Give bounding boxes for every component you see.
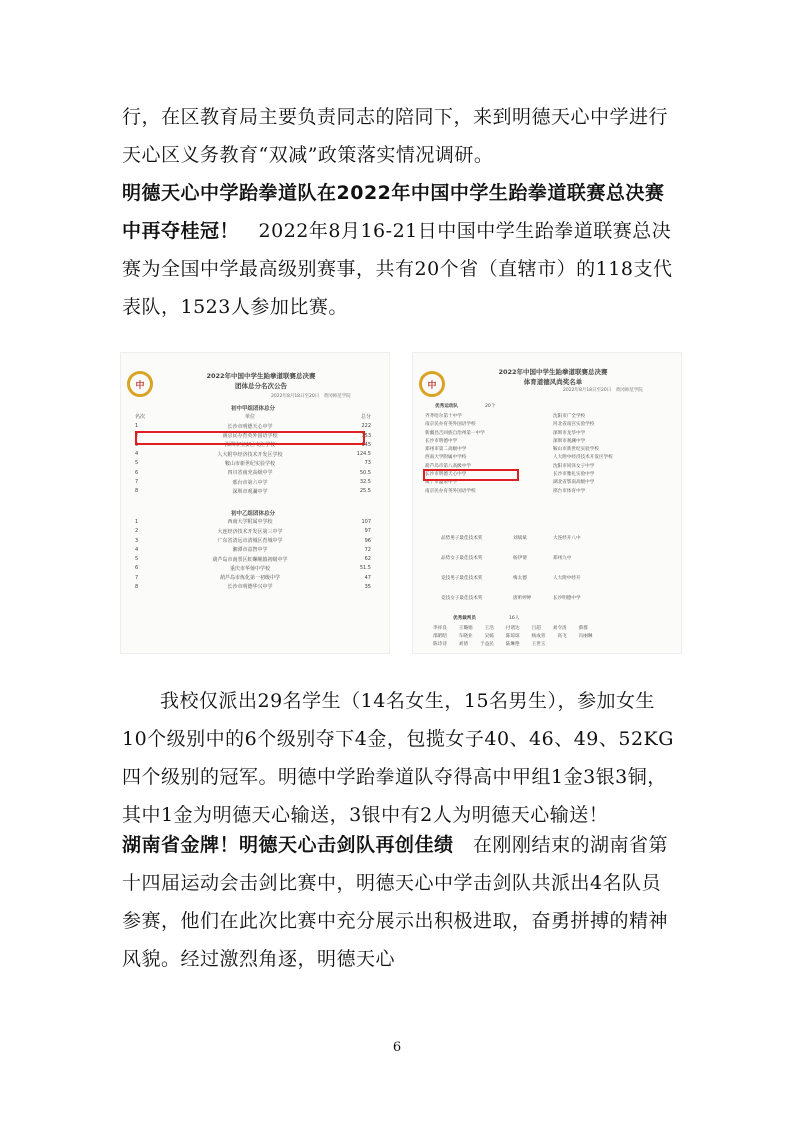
text-line: 行，在区教育局主要负责同志的陪同下，来到明德天心中学进行 (122, 106, 669, 128)
list-item: 南京民办育英外国语学校 (425, 488, 476, 494)
referee-list (433, 625, 592, 649)
page-number: 6 (392, 1040, 402, 1055)
referee-count: 16人 (509, 616, 520, 621)
table-row: 5 鞍山市新世纪实验学校 73 (135, 460, 371, 467)
header-unit: 单位 (244, 414, 255, 421)
list-item: 人大附中经济技术开发区学校 (553, 455, 613, 461)
photo-subtitle: 团体总分名次公告 (235, 382, 287, 390)
table-row: 6 重庆市华蓥中学校 51.5 (135, 565, 371, 572)
photo-title: 2022年中国中学生跆拳道联赛总决赛 (498, 368, 608, 376)
team-score-photo (120, 352, 390, 654)
table-row: 6 四川省南充高级中学 50.5 (135, 469, 371, 477)
highlight-box (423, 469, 519, 481)
table-row: 3 广东省清远市清城区育城中学 96 (135, 537, 371, 544)
list-item: 邢台市体育中学 (553, 488, 586, 494)
section-title: 初中甲组团体总分 (230, 405, 275, 412)
list-item: 邵昭昭 车晓业 吴嫣 陈琼琼 杨成青 高飞 冯丽琳 (433, 634, 593, 639)
list-item: 陈诗诗 刘倩 于益民 陆琳艳 王世玉 (433, 642, 546, 647)
list-item: 深圳市观澜中学 (553, 438, 586, 444)
list-item: 咸宁市温泉中学 (425, 480, 458, 486)
list-item: 葫芦岛市第八高级中学 (425, 463, 471, 469)
list-item: 湖北省鄂南高级中学 (553, 480, 595, 486)
section-title: 初中乙组团体总分 (230, 510, 275, 517)
table-row: 1 长沙市明德天心中学 222 (135, 423, 371, 430)
team-count: 20个 (485, 404, 496, 409)
table-row: 4 湘潭市益智中学 72 (135, 546, 371, 554)
table-row: 3 深圳市宝安区文汇学校 145 (135, 441, 371, 449)
photo-date: 2022年8月18日至20日 黄冈师范学院 (563, 388, 643, 393)
award-names: 品势男子最佳技术奖 品势女子最佳技术奖 竞技男子最佳技术奖 竞技女子最佳技术奖 (441, 536, 483, 601)
photo-subtitle: 体育道德风尚奖名单 (523, 378, 583, 386)
highlight-box (135, 431, 365, 445)
list-item: 鞍山市新世纪实验学校 (553, 447, 599, 453)
header-score: 总分 (360, 414, 371, 421)
photo-date: 2022年8月18日至20日 黄冈师范学院 (271, 394, 351, 399)
team-list-right (553, 413, 613, 496)
list-item: 长沙市雅礼实验中学 (553, 472, 595, 478)
header-rank: 名次 (135, 414, 146, 421)
paragraph-2 (122, 174, 674, 326)
paragraph-1 (122, 98, 674, 174)
award-orgs: 大连经开八中 郑州九中 人大附中经开 长沙明德中学 (553, 536, 581, 601)
league-logo-icon: 中 (127, 371, 153, 397)
taekwondo-headline: 明德天心中学跆拳道队在2022年中国中学生跆拳道联赛总决赛中再夺桂冠！ (122, 182, 665, 242)
league-logo-icon: 中 (419, 371, 445, 397)
photo-title: 2022年中国中学生跆拳道联赛总决赛 (206, 372, 316, 380)
table-row: 1 西南大学附属中学校 107 (135, 518, 371, 526)
list-item: 沈阳市广全学校 (553, 414, 586, 419)
list-item: 长沙市明德天心中学 (425, 472, 467, 478)
table-row: 7 邢台市第六中学 32.5 (135, 479, 371, 486)
table-row: 4 人大附中经济技术开发区学校 124.5 (135, 451, 371, 458)
table-row: 2 大连经济技术开发区第三中学 97 (135, 528, 371, 535)
text-line: 天心区义务教育“双减”政策落实情况调研。 (122, 144, 494, 166)
table-row: 5 葫芦岛市南票区虹螺岘镇初级中学 62 (135, 556, 371, 563)
list-item: 西南大学附属中学校 (425, 455, 467, 461)
fencing-headline: 湖南省金牌！明德天心击剑队再创佳绩 (122, 834, 454, 856)
sportsmanship-list-photo (412, 352, 682, 654)
list-item: 长沙市明德中学 (425, 438, 458, 444)
award-persons: 刘斌斌 杨伊倩 梅太德 唐昕婷婷 (513, 536, 532, 601)
team-list-left (425, 413, 485, 496)
taekwondo-body: 2022年8月16-21日中国中学生跆拳道联赛总决赛为全国中学最高级别赛事，共有20个省（直辖市）的118支代表队，1523人参加比赛。 (122, 220, 673, 318)
fencing-body: 在刚刚结束的湖南省第十四届运动会击剑比赛中，明德天心中学击剑队共派出4名队员参赛，他们在此次比赛中充分展示出积极进取，奋勇拼搏的精神风貌。经过激烈角逐，明德天心 (122, 834, 669, 970)
referee-label: 优秀裁判员 (453, 616, 476, 621)
table-row: 7 葫芦岛市炼化第一初级中学 47 (135, 574, 371, 582)
paragraph-4 (122, 826, 674, 978)
list-item: 郑州市第二高级中学 (425, 447, 467, 453)
table-row: 2 南京民办育英外国语学校 153 (135, 432, 371, 440)
results-text: 我校仅派出29名学生（14名女生，15名男生），参加女生10个级别中的6个级别夺下4金，包揽女子40、46、49、52KG四个级别的冠军。明德中学跆拳道队夺得高中甲组1金3银3铜，其中1金为明德天心输送，3银中有2人为明德天心输送！ (122, 690, 674, 826)
list-item: 新疆昌吉回族自治州第一中学 (425, 430, 485, 436)
table-row: 8 深圳市观澜中学 25.5 (135, 488, 371, 495)
team-label: 优秀运动队 (435, 404, 458, 409)
list-item: 深圳市龙华中学 (553, 430, 586, 436)
table-row: 8 长沙市明德华兴中学 35 (135, 583, 371, 591)
list-item: 沈阳市同泽女子中学 (553, 463, 595, 469)
paragraph-3 (122, 682, 674, 834)
list-item: 南京民办育英外国语学校 (425, 422, 476, 428)
list-item: 齐齐哈尔第十中学 (425, 414, 462, 419)
list-item: 李祥良 王璐娟 王浩 付诸达 吕超 刘令清 蔡群 (433, 626, 588, 631)
list-item: 河北省南宫实验学校 (553, 422, 595, 428)
